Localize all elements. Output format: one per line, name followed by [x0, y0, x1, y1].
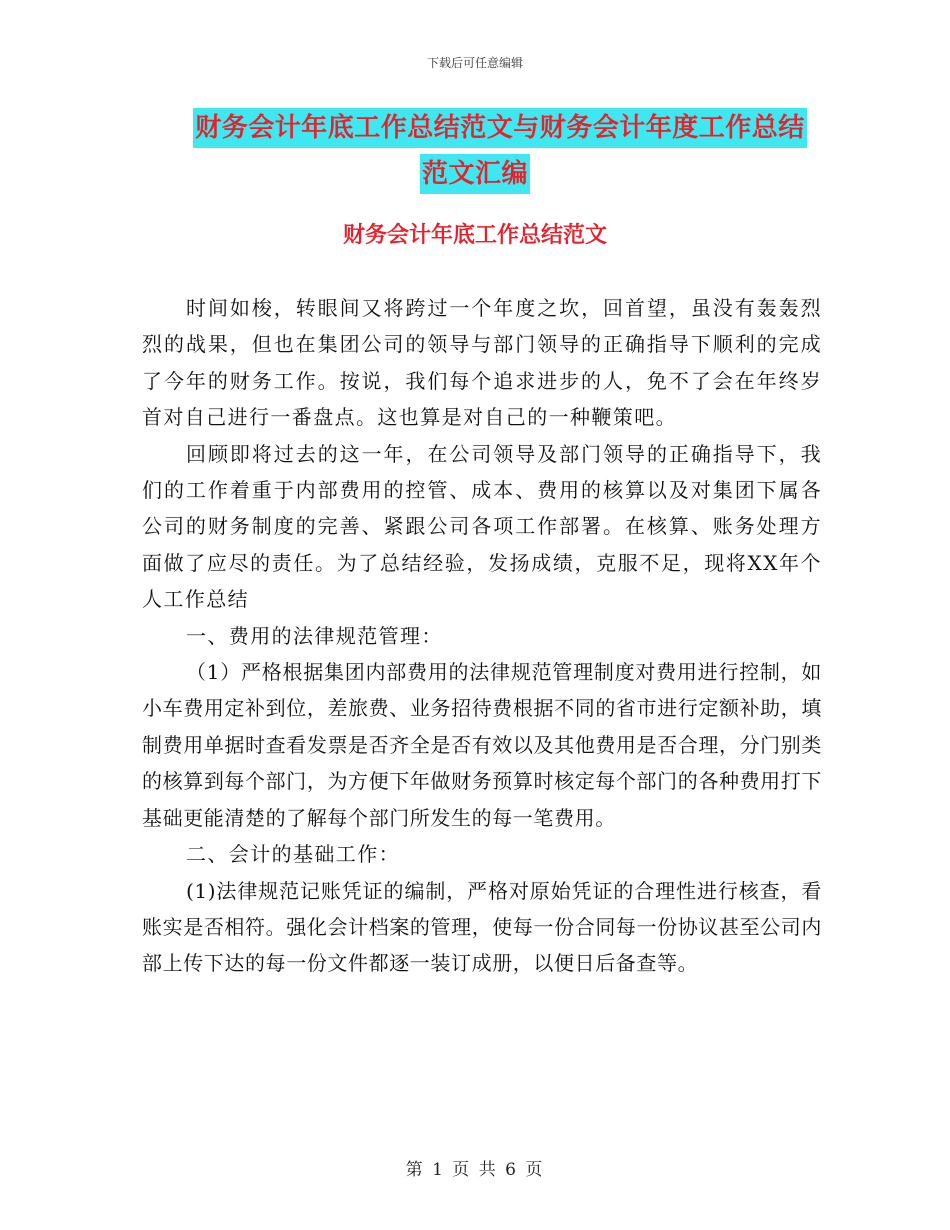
page-number: 第 1 页 共 6 页 [405, 1160, 545, 1180]
paragraph-intro: 时间如梭，转眼间又将跨过一个年度之坎，回首望，虽没有轰轰烈烈的战果，但也在集团公司的领导与部门领导的正确指导下顺利的完成了今年的财务工作。按说，我们每个追求进步的人，免不了会在年终岁首对自己进行一番盘点。这也算是对自己的一种鞭策吧。 [142, 296, 822, 430]
paragraph-expense-control: （1）严格根据集团内部费用的法律规范管理制度对费用进行控制，如小车费用定补到位，差旅费、业务招待费根据不同的省市进行定额补助，填制费用单据时查看发票是否齐全是否有效以及其他费用是否合理，分门别类的核算到每个部门，为方便下年做财务预算时核定每个部门的各种费用打下基础更能清楚的了解每个部门所发生的每一笔费用。 [142, 660, 822, 830]
heading-expense-management: 一、费用的法律规范管理： [186, 623, 443, 648]
title-line-1: 财务会计年底工作总结范文与财务会计年度工作总结 [193, 108, 807, 148]
document-title [0, 108, 950, 200]
document-body [142, 290, 822, 982]
title-line-2: 范文汇编 [420, 154, 530, 194]
header-note: 下载后可任意编辑 [426, 56, 523, 70]
heading-accounting-basics: 二、会计的基础工作： [186, 842, 400, 867]
paragraph-voucher: (1)法律规范记账凭证的编制，严格对原始凭证的合理性进行核查，看账实是否相符。强化会计档案的管理，使每一份合同每一份协议甚至公司内部上传下达的每一份文件都逐一装订成册，以便日后备查等。 [142, 878, 822, 976]
section-subtitle: 财务会计年底工作总结范文 [342, 223, 607, 248]
paragraph-review: 回顾即将过去的这一年，在公司领导及部门领导的正确指导下，我们的工作着重于内部费用的控管、成本、费用的核算以及对集团下属各公司的财务制度的完善、紧跟公司各项工作部署。在核算、账务处理方面做了应尽的责任。为了总结经验，发扬成绩，克服不足，现将XX年个人工作总结 [142, 441, 822, 612]
